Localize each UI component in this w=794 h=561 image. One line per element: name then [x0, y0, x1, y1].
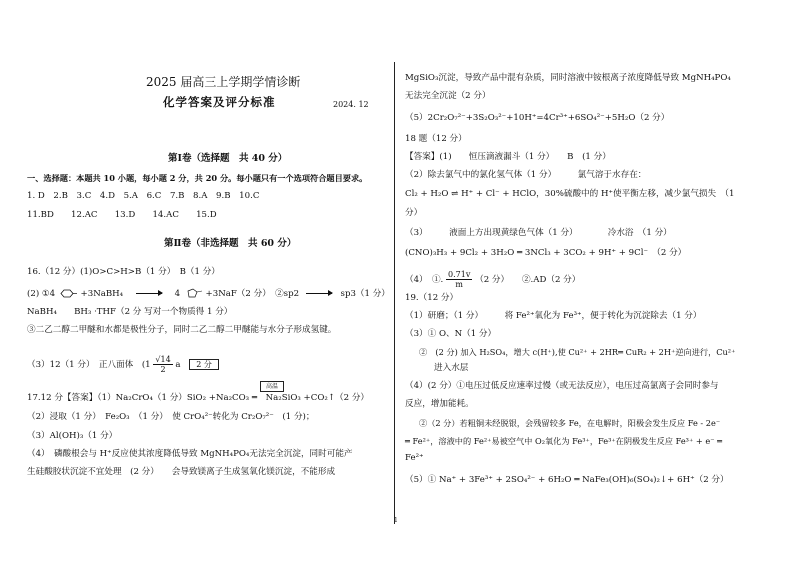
right-column	[396, 0, 794, 561]
r-line-13: （1）研磨；（1 分） 将 Fe²⁺氧化为 Fe³⁺，便于转化为沉淀除去（1 分）	[405, 311, 702, 321]
answers-row-1: 1. D 2.B 3.C 4.D 5.A 6.C 7.B 8.A 9.B 10.C	[27, 191, 260, 201]
part2-heading: 第Ⅱ卷（非选择题 共 60 分）	[164, 238, 297, 249]
condition-label: 高温	[260, 381, 284, 392]
r-line-19: ②（2 分）若粗铜未经脱银，会残留较多 Fe，在电解时，阳极会发生反应 Fe - 2e⁻	[419, 418, 721, 428]
r-line-4: 18 题（12 分）	[405, 134, 467, 144]
r-line-21: Fe²⁺	[405, 453, 424, 463]
q17-line-4: （4） 磷酸根会与 H⁺反应使其浓度降低导致 MgNH₄PO₄无法完全沉淀，同时可能产	[27, 449, 353, 459]
score-box: 2 分	[189, 359, 219, 370]
r-line-9: （3） 液面上方出现黄绿色气体（1 分） 冷水浴 （1 分）	[405, 228, 672, 238]
borazine-ring-icon	[58, 288, 78, 299]
hybridization-arrow-icon	[306, 293, 332, 294]
r-line-10: (CNO)₃H₃ + 9Cl₂ + 3H₂O ═ 3NCl₃ + 3CO₂ + 9H⁺ + 9Cl⁻ （2 分）	[405, 248, 687, 258]
q17-line-3: （3）Al(OH)₃（1 分）	[27, 431, 118, 441]
q16-line-4: ③二乙二醇二甲醚和水都是极性分子，同时二乙二醇二甲醚能与水分子形成氢键。	[27, 325, 337, 335]
r-line-2: 无法完全沉淀（2 分）	[405, 91, 491, 101]
r-line-3: （5）2Cr₂O₇²⁻+3S₂O₃²⁻+10H⁺=4Cr³⁺+6SO₄²⁻+5H₂O（2 分）	[405, 113, 670, 123]
q16-eq-start: (2) ①4	[27, 289, 56, 299]
r-line-8: 分）	[405, 208, 423, 218]
q16-unit: a	[175, 360, 181, 370]
reaction-arrow-icon	[136, 293, 162, 294]
q16-fraction	[153, 355, 172, 374]
q16-eq-reagent: +3NaBH₄	[80, 289, 124, 299]
r-line-22: （5）① Na⁺ + 3Fe³⁺ + 2SO₄²⁻ + 6H₂O ═ NaFe₃(OH)₆(SO₄)₂↓+ 6H⁺（2 分）	[405, 475, 729, 485]
q16-line-5	[27, 355, 219, 374]
q16-eq-end: +3NaF（2 分） ②sp2	[205, 289, 300, 299]
exam-title: 2025 届高三上学期学情诊断	[146, 75, 301, 89]
q17-line-5: 生硅酸胶状沉淀不宜处理 (2 分） 会导致镁离子生成氢氧化镁沉淀，不能形成	[27, 467, 336, 477]
r-line-18: 反应，增加能耗。	[405, 399, 474, 409]
r-line-7: Cl₂ + H₂O ⇌ H⁺ + Cl⁻ + HClO，30%硫酸中的 H⁺使平衡左移，减少氯气损失 （1	[405, 189, 735, 199]
exam-subtitle: 化学答案及评分标准	[163, 95, 276, 109]
page-number: 1	[394, 517, 398, 524]
r-line-5: 【答案】(1) 恒压滴液漏斗（1 分） B (1 分）	[405, 152, 611, 162]
product-molecule-icon	[183, 288, 203, 299]
r-line-17: （4）(2 分）①电压过低反应速率过慢（或无法反应），电压过高氯离子会同时参与	[405, 381, 719, 391]
fraction-denominator: m	[455, 280, 463, 289]
answers-row-2: 11.BD 12.AC 13.D 14.AC 15.D	[27, 210, 217, 220]
q18-part4-rest: （2 分） ②.AD（2 分）	[475, 275, 581, 285]
r-line-16: 进入水层	[434, 363, 469, 373]
r-line-6: （2）除去氯气中的氯化氢气体（1 分） 氯气溶于水存在：	[405, 170, 647, 180]
q17-line-1: 17.12 分【答案】（1）Na₂CrO₄（1 分）SiO₂ +Na₂CO₃ ═ Na₂SiO₃ +CO₂↑（2 分）	[27, 393, 370, 403]
r-line-11	[405, 270, 580, 289]
fraction-denominator: 2	[160, 365, 166, 374]
fraction-numerator: √14	[155, 355, 171, 364]
q16-line-3: NaBH₄ BH₃ ·THF（2 分 写对一个物质得 1 分）	[27, 307, 233, 317]
q18-part4-label: （4） ①.	[405, 275, 444, 285]
q16-eq-coef: 4	[174, 289, 181, 299]
q16-line-1: 16.（12 分）(1)O>C>H>B（1 分） B（1 分）	[27, 267, 220, 277]
left-column	[0, 0, 395, 561]
exam-date: 2024. 12	[333, 100, 369, 109]
r-line-1: MgSiO₃沉淀，导致产品中混有杂质，同时溶液中铵根离子浓度降低导致 MgNH₄PO₄	[405, 73, 731, 83]
q16-answer-3: （3）12（1 分） 正八面体 (1	[27, 360, 151, 370]
q18-fraction	[446, 270, 472, 289]
part1-instructions: 一、选择题：本题共 10 小题，每小题 2 分，共 20 分。每小题只有一个选项符合题目要求。	[27, 173, 368, 183]
fraction-numerator: 0.71v	[448, 270, 471, 279]
r-line-20: ═ Fe²⁺，溶液中的 Fe²⁺易被空气中 O₂氧化为 Fe³⁺，Fe³⁺在阴极发生反应 Fe³⁺ + e⁻ ═	[405, 436, 723, 446]
part1-heading: 第Ⅰ卷（选择题 共 40 分）	[168, 153, 288, 164]
r-line-12: 19.（12 分）	[405, 293, 459, 303]
r-line-15: ② (2 分) 加入 H₂SO₄，增大 c(H⁺),使 Cu²⁺ + 2HR═ CuR₂ + 2H⁺逆向进行，Cu²⁺	[419, 347, 736, 357]
column-divider	[394, 62, 395, 524]
q16-line-2	[27, 288, 390, 300]
r-line-14: （3）① O、N（1 分）	[405, 329, 497, 339]
q16-hybridization: sp3（1 分）	[340, 289, 390, 299]
q17-line-2: （2）浸取（1 分） Fe₂O₃ （1 分） 使 CrO₄²⁻转化为 Cr₂O₇²⁻ (1 分)；	[27, 412, 315, 422]
